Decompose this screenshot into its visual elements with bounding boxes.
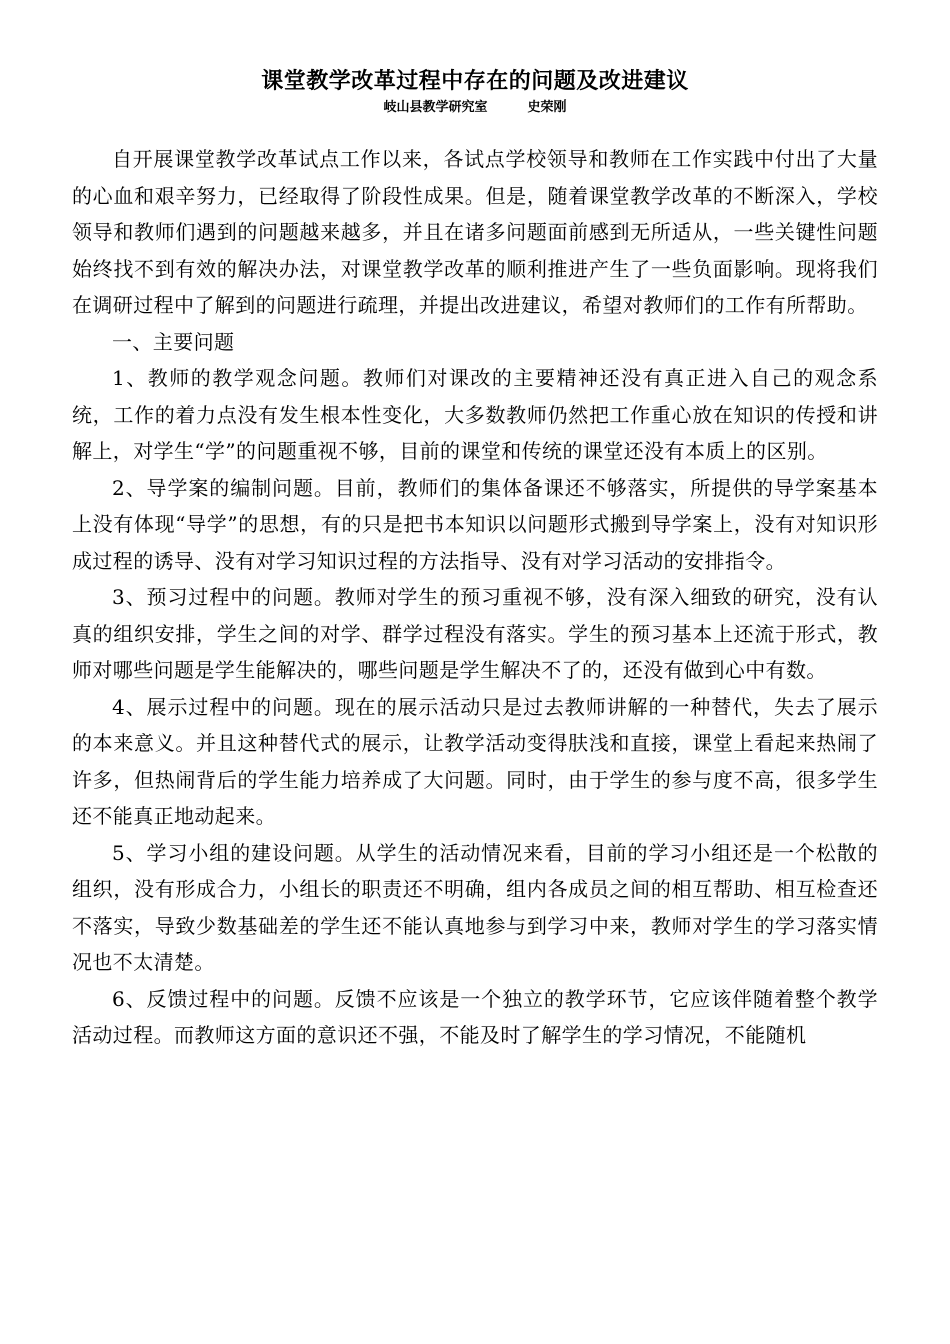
problem-paragraph-3: 3、预习过程中的问题。教师对学生的预习重视不够，没有深入细致的研究，没有认真的组织安排，学生之间的对学、群学过程没有落实。学生的预习基本上还流于形式，教师对哪些问题是学生能解决的，哪些问题是学生解决不了的，还没有做到心中有数。: [72, 585, 878, 682]
document-page: [72, 66, 878, 1054]
problem-paragraph-1: 1、教师的教学观念问题。教师们对课改的主要精神还没有真正进入自己的观念系统，工作的着力点没有发生根本性变化，大多数教师仍然把工作重心放在知识的传授和讲解上，对学生“学”的问题重视不够，目前的课堂和传统的课堂还没有本质上的区别。: [72, 366, 878, 463]
intro-paragraph: 自开展课堂教学改革试点工作以来，各试点学校领导和教师在工作实践中付出了大量的心血和艰辛努力，已经取得了阶段性成果。但是，随着课堂教学改革的不断深入，学校领导和教师们遇到的问题越来越多，并且在诸多问题面前感到无所适从，一些关键性问题始终找不到有效的解决办法，对课堂教学改革的顺利推进产生了一些负面影响。现将我们在调研过程中了解到的问题进行疏理，并提出改进建议，希望对教师们的工作有所帮助。: [72, 147, 878, 317]
problem-paragraph-6: 6、反馈过程中的问题。反馈不应该是一个独立的教学环节，它应该伴随着整个教学活动过程。而教师这方面的意识还不强，不能及时了解学生的学习情况，不能随机: [72, 986, 878, 1047]
byline-organization: 岐山县教学研究室: [383, 100, 488, 115]
problem-paragraph-2: 2、导学案的编制问题。目前，教师们的集体备课还不够落实，所提供的导学案基本上没有体现“导学”的思想，有的只是把书本知识以问题形式搬到导学案上，没有对知识形成过程的诱导、没有对学习知识过程的方法指导、没有对学习活动的安排指令。: [72, 475, 878, 573]
document-title: 课堂教学改革过程中存在的问题及改进建议: [261, 69, 689, 94]
byline: [72, 98, 878, 118]
byline-author: 史荣刚: [527, 100, 567, 115]
problem-paragraph-4: 4、展示过程中的问题。现在的展示活动只是过去教师讲解的一种替代，失去了展示的本来意义。并且这种替代式的展示，让教学活动变得肤浅和直接，课堂上看起来热闹了许多，但热闹背后的学生能力培养成了大问题。同时，由于学生的参与度不高，很多学生还不能真正地动起来。: [72, 694, 878, 828]
section-heading: 一、主要问题: [112, 329, 235, 354]
problem-paragraph-5: 5、学习小组的建设问题。从学生的活动情况来看，目前的学习小组还是一个松散的组织，没有形成合力，小组长的职责还不明确，组内各成员之间的相互帮助、相互检查还不落实，导致少数基础差的学生还不能认真地参与到学习中来，教师对学生的学习落实情况也不太清楚。: [72, 840, 878, 974]
